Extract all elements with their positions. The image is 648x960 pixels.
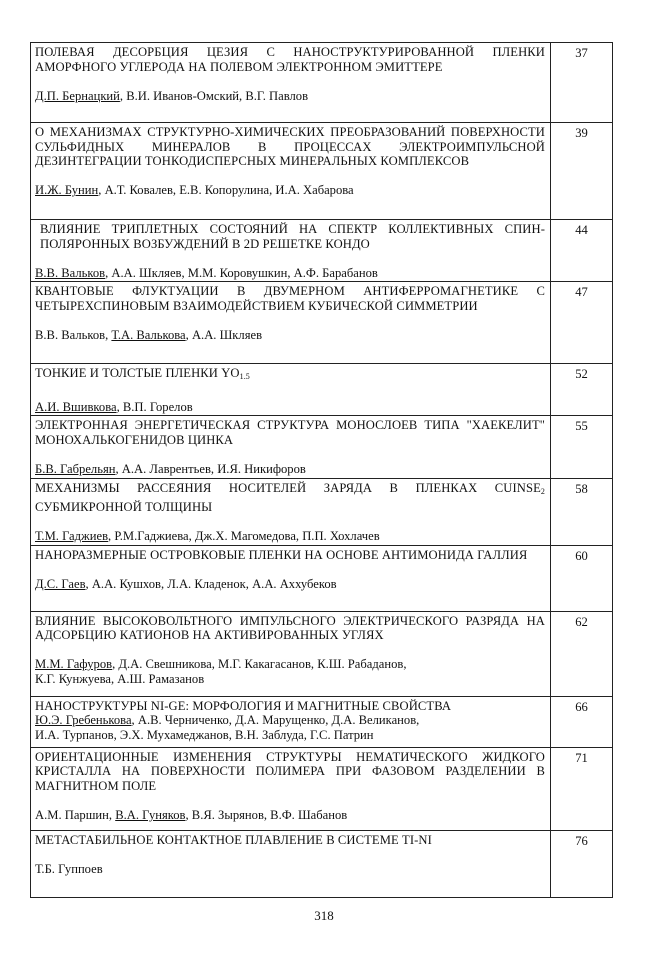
first-author: А.М. Паршин, (35, 807, 116, 822)
lead-author: М.М. Гафуров (35, 657, 113, 672)
page-ref: 39 (551, 123, 613, 220)
article-authors-continued: И.А. Турпанов, Э.Х. Мухамеджанов, В.Н. Заблуда, Г.С. Патрин (35, 727, 374, 742)
article-title: МЕТАСТАБИЛЬНОЕ КОНТАКТНОЕ ПЛАВЛЕНИЕ В СИСТЕМЕ TI-NI (35, 832, 432, 847)
article-title: ПОЛЕВАЯ ДЕСОРБЦИЯ ЦЕЗИЯ С НАНОСТРУКТУРИРОВАННОЙ ПЛЕНКИ АМОРФНОГО УГЛЕРОДА НА ПОЛЕВОМ ЭЛЕКТРОННОМ ЭМИТТЕРЕ (35, 45, 545, 74)
article-authors: Т.Б. Гуппоев (35, 861, 103, 876)
article-authors (35, 89, 545, 104)
page-ref: 62 (551, 611, 613, 696)
toc-row (31, 220, 613, 282)
entry-cell (31, 416, 551, 479)
co-authors: , А.А. Шкляев (185, 328, 263, 343)
first-author: В.В. Вальков, (35, 328, 112, 343)
entry-cell (31, 479, 551, 545)
page-ref: 55 (551, 416, 613, 479)
entry-cell (31, 43, 551, 123)
co-authors: , А.Т. Ковалев, Е.В. Копорулина, И.А. Хабарова (98, 183, 354, 198)
article-title (35, 481, 545, 514)
article-authors (35, 713, 545, 728)
page-ref: 66 (551, 696, 613, 747)
toc-row (31, 416, 613, 479)
lead-author: Д.С. Гаев (35, 576, 86, 591)
toc-row (31, 479, 613, 545)
article-title: КВАНТОВЫЕ ФЛУКТУАЦИИ В ДВУМЕРНОМ АНТИФЕРРОМАГНЕТИКЕ С ЧЕТЫРЕХСПИНОВЫМ ВЗАИМОДЕЙСТВИЕМ КУБИЧЕСКОЙ СИММЕТРИИ (35, 284, 545, 313)
lead-author: Б.В. Габрельян (35, 461, 116, 476)
lead-author: Д.П. Бернацкий (35, 88, 120, 103)
lead-author: А.И. Вшивкова (35, 399, 117, 414)
article-title: О МЕХАНИЗМАХ СТРУКТУРНО-ХИМИЧЕСКИХ ПРЕОБРАЗОВАНИЙ ПОВЕРХНОСТИ СУЛЬФИДНЫХ МИНЕРАЛОВ В ПРОЦЕССАХ ЭЛЕКТРОИМПУЛЬСНОЙ ДЕЗИНТЕГРАЦИИ ТОНКОДИСПЕРСНЫХ МИНЕРАЛЬНЫХ КОМПЛЕКСОВ (35, 125, 545, 169)
co-authors: , А.А. Лаврентьев, И.Я. Никифоров (115, 461, 306, 476)
article-title: НАНОРАЗМЕРНЫЕ ОСТРОВКОВЫЕ ПЛЕНКИ НА ОСНОВЕ АНТИМОНИДА ГАЛЛИЯ (35, 547, 528, 562)
co-authors: , А.А. Шкляев, М.М. Коровушкин, А.Ф. Барабанов (105, 265, 378, 280)
entry-cell (31, 220, 551, 282)
article-authors (35, 462, 545, 477)
article-authors (35, 529, 545, 544)
lead-author: И.Ж. Бунин (35, 183, 99, 198)
title-tail: СУБМИКРОННОЙ ТОЛЩИНЫ (35, 499, 213, 514)
entry-cell (31, 696, 551, 747)
lead-author: Ю.Э. Гребенькова (35, 713, 132, 728)
entry-cell (31, 123, 551, 220)
toc-row (31, 43, 613, 123)
article-title: ЭЛЕКТРОННАЯ ЭНЕРГЕТИЧЕСКАЯ СТРУКТУРА МОНОСЛОЕВ ТИПА "ХАЕКЕЛИТ" МОНОХАЛЬКОГЕНИДОВ ЦИНКА (35, 418, 545, 447)
toc-row (31, 123, 613, 220)
article-authors-continued: К.Г. Кунжуева, А.Ш. Рамазанов (35, 671, 205, 686)
lead-author: Т.М. Гаджиев (35, 528, 109, 543)
title-subscript: 1.5 (239, 372, 250, 382)
toc-row (31, 747, 613, 830)
page-ref: 76 (551, 830, 613, 897)
article-authors (35, 657, 545, 672)
title-text: ТОНКИЕ И ТОЛСТЫЕ ПЛЕНКИ YO (35, 366, 240, 381)
co-authors: , В.И. Иванов-Омский, В.Г. Павлов (119, 88, 309, 103)
title-subscript: 2 (540, 487, 545, 497)
toc-row (31, 282, 613, 364)
page-ref: 58 (551, 479, 613, 545)
co-authors: , А.А. Кушхов, Л.А. Кладенок, А.А. Аххубеков (85, 576, 337, 591)
toc-row (31, 696, 613, 747)
page-ref: 52 (551, 364, 613, 416)
article-title: ВЛИЯНИЕ ВЫСОКОВОЛЬТНОГО ИМПУЛЬСНОГО ЭЛЕКТРИЧЕСКОГО РАЗРЯДА НА АДСОРБЦИЮ КАТИОНОВ НА АКТИВИРОВАННЫХ УГЛЯХ (35, 613, 545, 643)
toc-row (31, 364, 613, 416)
article-title: ОРИЕНТАЦИОННЫЕ ИЗМЕНЕНИЯ СТРУКТУРЫ НЕМАТИЧЕСКОГО ЖИДКОГО КРИСТАЛЛА НА ПОВЕРХНОСТИ ПОЛИМЕРА ПРИ ФАЗОВОМ РАЗДЕЛЕНИИ В МАГНИТНОМ ПОЛЕ (35, 749, 545, 793)
table-of-contents (30, 42, 613, 898)
page-ref: 60 (551, 545, 613, 611)
toc-row (31, 611, 613, 696)
entry-cell (31, 545, 551, 611)
page-ref: 44 (551, 220, 613, 282)
article-title: НАНОСТРУКТУРЫ NI-GE: МОРФОЛОГИЯ И МАГНИТНЫЕ СВОЙСТВА (35, 698, 452, 713)
co-authors: , В.П. Горелов (116, 399, 193, 414)
entry-cell (31, 830, 551, 897)
article-title: ВЛИЯНИЕ ТРИПЛЕТНЫХ СОСТОЯНИЙ НА СПЕКТР КОЛЛЕКТИВНЫХ СПИН-ПОЛЯРОННЫХ ВОЗБУЖДЕНИЙ В 2D РЕШЕТКЕ КОНДО (40, 222, 545, 251)
page-ref: 71 (551, 747, 613, 830)
entry-cell (31, 611, 551, 696)
article-authors (35, 577, 545, 592)
lead-author: Т.А. Валькова (111, 328, 186, 343)
entry-cell (31, 282, 551, 364)
entry-cell (31, 364, 551, 416)
article-authors (35, 808, 545, 823)
lead-author: В.В. Вальков (35, 265, 106, 280)
co-authors: , А.В. Черниченко, Д.А. Марущенко, Д.А. Великанов, (131, 713, 420, 728)
lead-author: В.А. Гуняков (115, 807, 186, 822)
entry-cell (31, 747, 551, 830)
article-authors (35, 328, 545, 343)
toc-row (31, 830, 613, 897)
page-number: 318 (314, 908, 334, 923)
co-authors: , Д.А. Свешникова, М.Г. Какагасанов, К.Ш. Рабаданов, (112, 657, 407, 672)
article-authors (35, 266, 545, 281)
page-ref: 37 (551, 43, 613, 123)
article-authors (35, 400, 545, 415)
co-authors: , Р.М.Гаджиева, Дж.Х. Магомедова, П.П. Хохлачев (108, 528, 380, 543)
article-authors (35, 183, 545, 198)
article-title (35, 366, 545, 385)
page-ref: 47 (551, 282, 613, 364)
co-authors: , В.Я. Зырянов, В.Ф. Шабанов (185, 807, 348, 822)
toc-row (31, 545, 613, 611)
title-text: МЕХАНИЗМЫ РАССЕЯНИЯ НОСИТЕЛЕЙ ЗАРЯДА В ПЛЕНКАХ CUINSE (35, 481, 541, 496)
